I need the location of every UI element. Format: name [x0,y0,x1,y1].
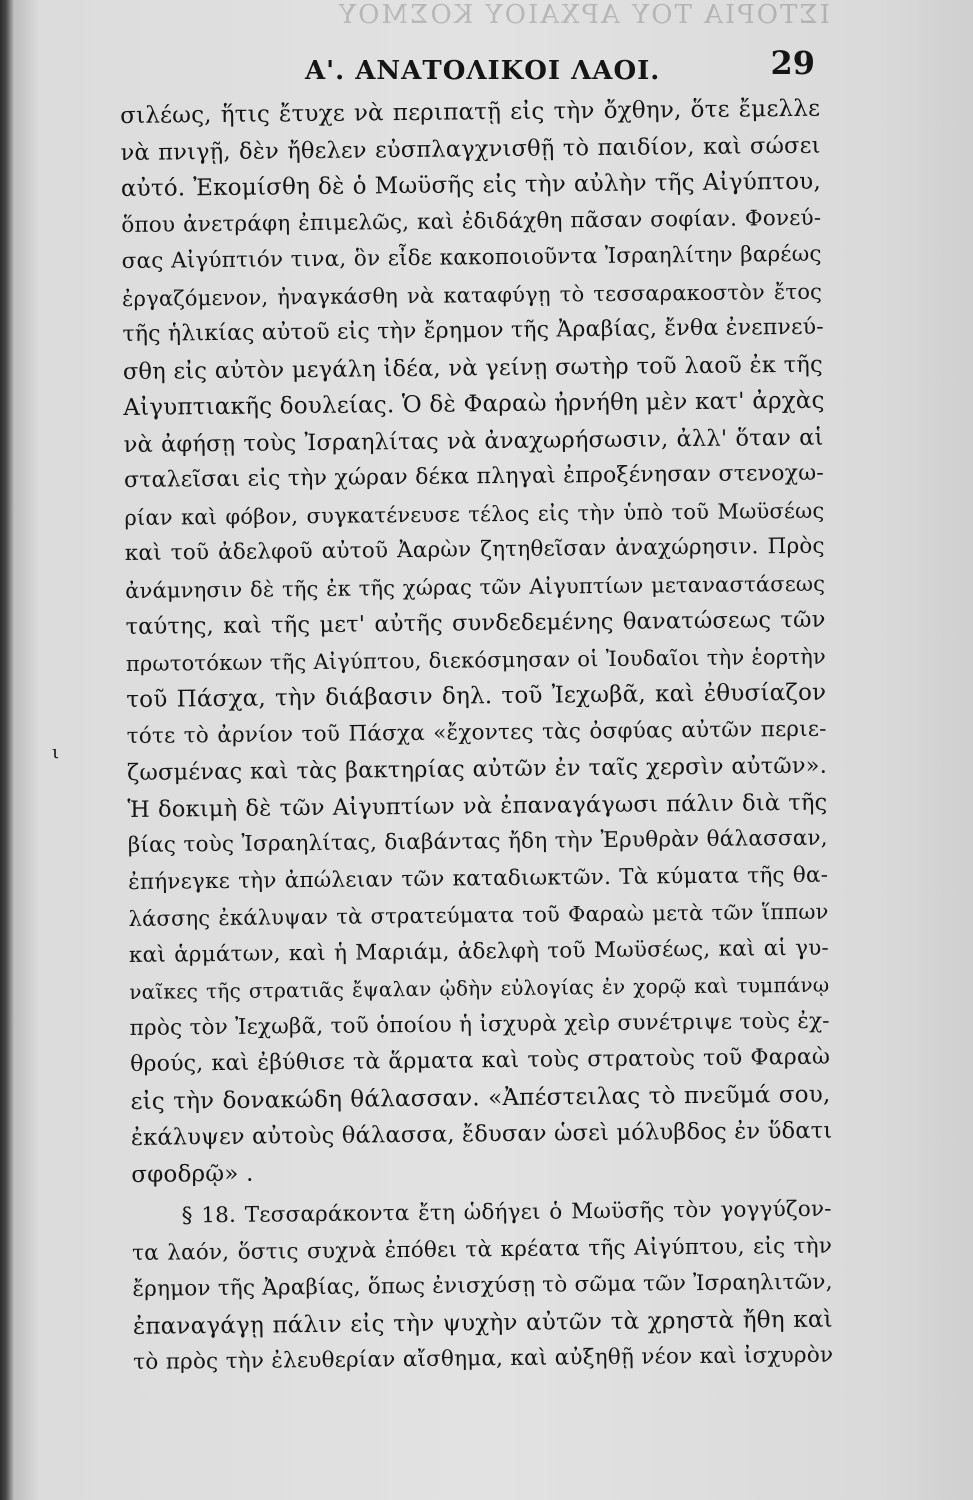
running-head: Α'. ΑΝΑΤΟΛΙΚΟΙ ΛΑΟΙ. [305,56,661,86]
text-line: σφοδρῷ» . [131,1160,254,1188]
text-line: ρίαν καὶ φόβον, συγκατένευσε τέλος εἰς τὴν ὑπὸ τοῦ Μωϋσέως [124,498,825,530]
text-line: σθη εἰς αὐτὸν μεγάλη ἰδέα, νὰ γείνῃ σωτὴρ τοῦ λαοῦ ἐκ τῆς [122,351,823,385]
text-line: νὰ πνιγῇ, δὲν ἤθελεν εὐσπλαγχνισθῇ τὸ παιδίον, καὶ σώσει [120,132,821,166]
text-line: σας Αἰγύπτιόν τινα, ὃν εἶδε κακοποιοῦντα Ἰσραηλίτην βαρέως [121,241,822,274]
bleed-through-text: ΙΣΤΟΡΙΑ ΤΟΥ ΑΡΧΑΙΟΥ ΚΟΣΜΟΥ [337,0,830,30]
text-line: ταύτης, καὶ τῆς μετ' αὐτῆς συνδεδεμένης θανατώσεως τῶν [125,606,826,640]
section-start-line: § 18. Τεσσαράκοντα ἔτη ὡδήγει ὁ Μωϋσῆς τὸν γογγύζον- [181,1196,832,1229]
text-line: ἐπήνεγκε τὴν ἀπώλειαν τῶν καταδιωκτῶν. Τὰ κύματα τῆς θα- [128,862,829,895]
text-line: λάσσης ἐκάλυψαν τὰ στρατεύματα τοῦ Φαραὼ μετὰ τῶν ἵππων [128,899,829,931]
page-number: 29 [770,44,815,82]
text-line: τα λαόν, ὅστις συχνὰ ἐπόθει τὰ κρέατα τῆς Αἰγύπτου, εἰς τὴν [131,1233,833,1266]
text-line: σταλεῖσαι εἰς τὴν χώραν δέκα πληγαὶ ἐπροξένησαν στενοχω- [123,460,825,493]
text-line: τῆς ἡλικίας αὐτοῦ εἰς τὴν ἔρημον τῆς Ἀραβίας, ἔνθα ἐνεπνεύ- [122,314,824,347]
text-line: τότε τὸ ἀρνίον τοῦ Πάσχα «ἔχοντες τὰς ὀσφύας αὐτῶν περιε- [126,716,827,749]
text-line: ἔρημον τῆς Ἀραβίας, ὅπως ἐνισχύσῃ τὸ σῶμα τῶν Ἰσραηλιτῶν, [132,1269,833,1302]
text-line: νὰ ἀφήσῃ τοὺς Ἰσραηλίτας νὰ ἀναχωρήσωσιν, ἀλλ' ὅταν αἱ [123,424,824,458]
text-line: πρωτοτόκων τῆς Αἰγύπτου, διεκόσμησαν οἱ Ἰουδαῖοι τὴν ἑορτὴν [125,644,827,676]
text-line: πρὸς τὸν Ἰεχωβᾶ, τοῦ ὁποίου ἡ ἰσχυρὰ χεὶρ συνέτριψε τοὺς ἐχ- [129,1008,830,1041]
text-line: τοῦ Πάσχα, τὴν διάβασιν δηλ. τοῦ Ἰεχωβᾶ, καὶ ἐθυσίαζον [126,679,827,713]
text-line: ἐπαναγάγῃ πάλιν εἰς τὴν ψυχὴν αὐτῶν τὰ χρηστὰ ἤθη καὶ [132,1306,833,1340]
text-line: Ἡ δοκιμὴ δὲ τῶν Αἰγυπτίων νὰ ἐπαναγάγωσι πάλιν διὰ τῆς [127,789,828,823]
text-line: Αἰγυπτιακῆς δουλείας. Ὁ δὲ Φαραὼ ἠρνήθη μὲν κατ' ἀρχὰς [123,387,825,421]
text-line: θρούς, καὶ ἐβύθισε τὰ ἅρματα καὶ τοὺς στρατοὺς τοῦ Φαραὼ [129,1044,831,1077]
text-line: βίας τοὺς Ἰσραηλίτας, διαβάντας ἤδη τὴν Ἐρυθρὰν θάλασσαν, [127,825,828,858]
text-line: αὐτό. Ἐκομίσθη δὲ ὁ Μωϋσῆς εἰς τὴν αὐλὴν τῆς Αἰγύπτου, [120,168,822,202]
text-line: ὅπου ἀνετράφη ἐπιμελῶς, καὶ ἐδιδάχθη πᾶσαν σοφίαν. Φονεύ- [121,205,822,238]
body-text [120,91,833,1382]
text-line: εἰς τὴν δονακώδη θάλασσαν. «Ἀπέστειλας τὸ πνεῦμά σου, [130,1081,831,1115]
text-line: τὸ πρὸς τὴν ἐλευθερίαν αἴσθημα, καὶ αὐξηθῇ νέον καὶ ἰσχυρὸν [133,1342,834,1375]
text-line: σιλέως, ἥτις ἔτυχε νὰ περιπατῇ εἰς τὴν ὄχθην, ὅτε ἔμελλε [120,95,821,129]
text-line: ζωσμένας καὶ τὰς βακτηρίας αὐτῶν ἐν ταῖς χερσὶν αὐτῶν». [126,752,828,786]
page-header [120,44,815,94]
text-line: καὶ τοῦ ἀδελφοῦ αὐτοῦ Ἀαρὼν ζητηθεῖσαν ἀναχώρησιν. Πρὸς [124,533,825,566]
margin-mark: ι [52,742,60,763]
text-line: ἐκάλυψεν αὐτοὺς θάλασσα, ἔδυσαν ὡσεὶ μόλυβδος ἐν ὕδατι [130,1117,833,1151]
text-line: ἐργαζόμενον, ἠναγκάσθη νὰ καταφύγῃ τὸ τεσσαρακοστὸν ἔτος [121,279,823,311]
text-line: ἀνάμνησιν δὲ τῆς ἐκ τῆς χώρας τῶν Αἰγυπτίων μεταναστάσεως [125,571,826,603]
text-line: ναῖκες τῆς στρατιᾶς ἔψαλαν ᾠδὴν εὐλογίας ἐν χορῷ καὶ τυμπάνῳ [129,972,830,1004]
text-line: καὶ ἁρμάτων, καὶ ἡ Μαριάμ, ἀδελφὴ τοῦ Μωϋσέως, καὶ αἱ γυ- [128,935,830,968]
